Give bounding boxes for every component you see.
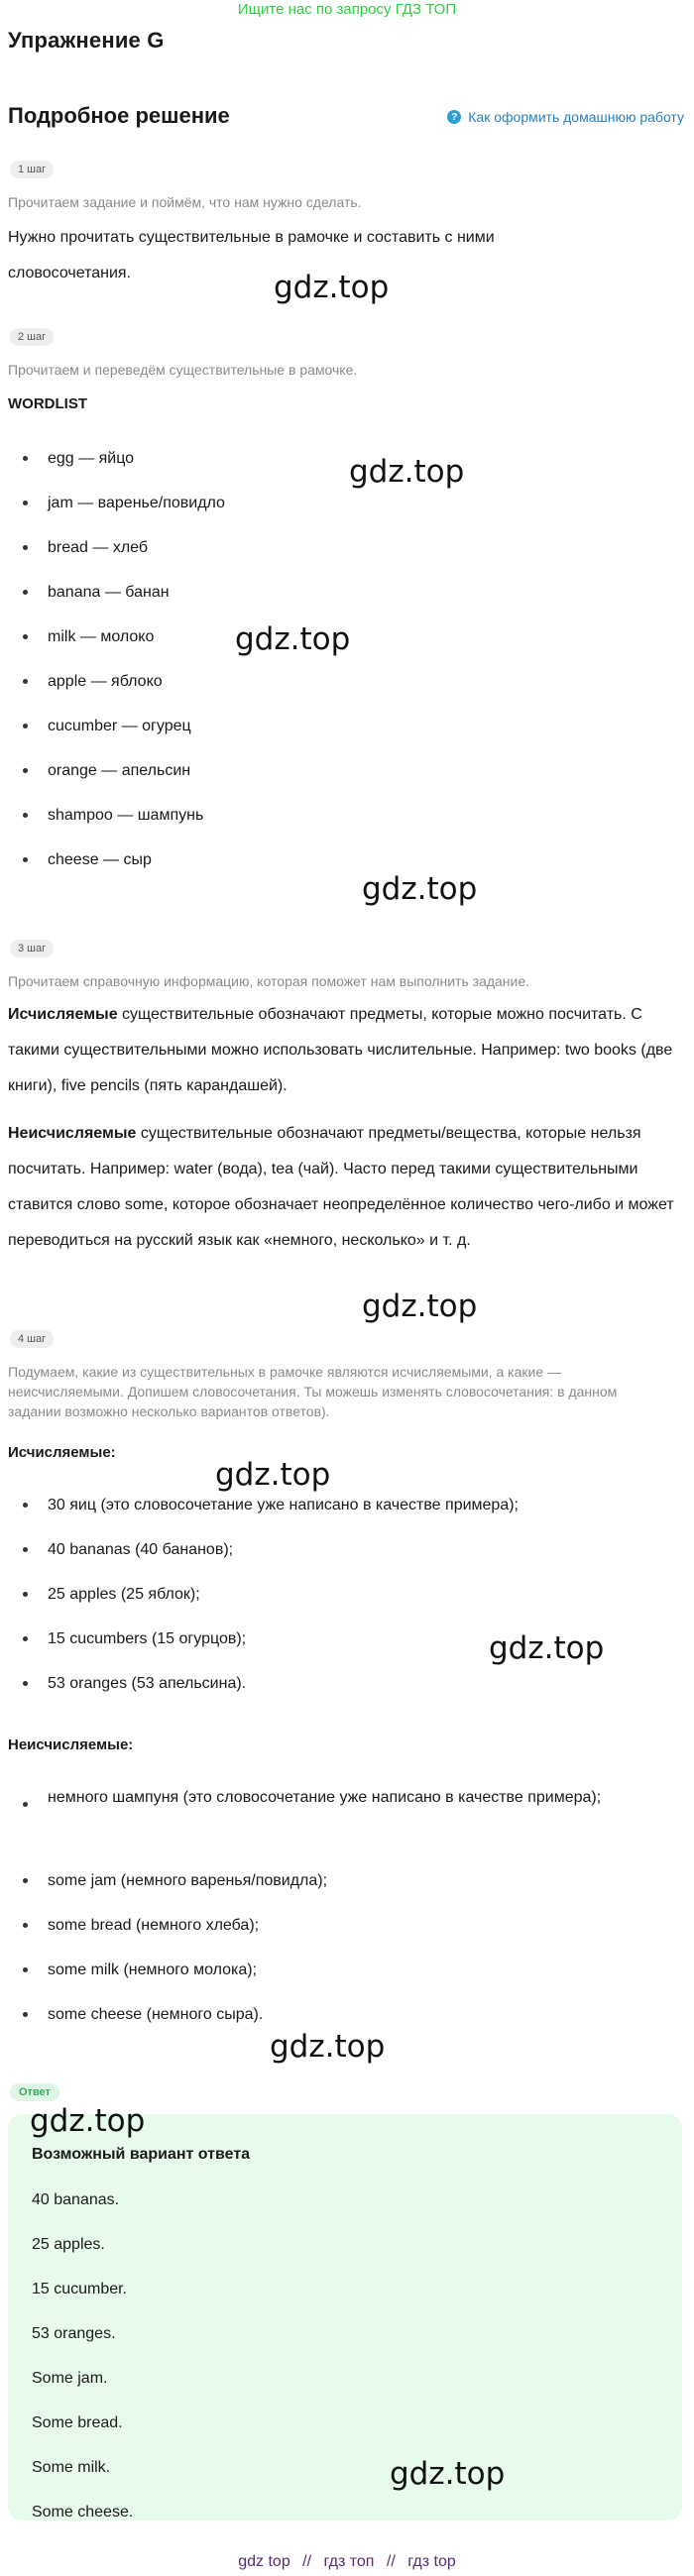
watermark: gdz.top	[274, 270, 390, 305]
answer-line: Some milk.	[32, 2459, 111, 2476]
answer-badge: Ответ	[10, 2083, 59, 2101]
answer-line: 40 bananas.	[32, 2191, 120, 2208]
howto-link-label: Как оформить домашнюю работу	[468, 109, 684, 125]
step-text: Нужно прочитать существительные в рамочке и составить с ними словосочетания.	[8, 229, 495, 281]
solution-heading: Подробное решение	[8, 103, 230, 128]
answer-line: Some jam.	[32, 2370, 108, 2387]
footer-links	[0, 2553, 694, 2571]
promo-banner: Ищите нас по запросу ГДЗ ТОП	[237, 1, 457, 18]
countable-label: Исчисляемые:	[8, 1444, 116, 1461]
answer-line: Some cheese.	[32, 2504, 134, 2520]
footer-separator: //	[386, 2553, 396, 2570]
watermark: gdz.top	[235, 621, 351, 657]
footer-link[interactable]: гдз top	[407, 2553, 456, 2570]
howto-link[interactable]	[447, 109, 684, 125]
answer-line: 53 oranges.	[32, 2325, 116, 2342]
watermark: gdz.top	[349, 454, 465, 490]
step-hint: Прочитаем задание и поймём, что нам нужно сделать.	[8, 194, 362, 210]
page-title: Упражнение G	[8, 28, 165, 53]
footer-link[interactable]: гдз топ	[323, 2553, 375, 2570]
step-badge: 4 шаг	[10, 1330, 54, 1348]
answer-line: Some bread.	[32, 2414, 123, 2431]
step-badge: 1 шаг	[10, 161, 54, 178]
watermark: gdz.top	[390, 2456, 506, 2492]
watermark: gdz.top	[270, 2029, 386, 2065]
step-hint: Прочитаем справочную информацию, которая поможет нам выполнить задание.	[8, 973, 530, 989]
answer-title: Возможный вариант ответа	[32, 2146, 251, 2163]
answer-line: 15 cucumber.	[32, 2281, 128, 2297]
step-hint: Прочитаем и переведём существительные в рамочке.	[8, 362, 358, 378]
step-badge: 2 шаг	[10, 328, 54, 346]
question-icon: ?	[447, 110, 461, 124]
footer-link[interactable]: gdz top	[238, 2553, 290, 2570]
answer-line: 25 apples.	[32, 2236, 105, 2253]
uncountable-label: Неисчисляемые:	[8, 1736, 134, 1753]
watermark: gdz.top	[30, 2103, 146, 2139]
uncountable-definition: Неисчисляемые существительные обозначают предметы/вещества, которые нельзя посчитать. Например: water (вода), tea (чай). Часто перед такими существительными ставится слово some, которое обозначает неопределённое количество чего-либо и может переводиться на русский язык как «немного, несколько» и т. д.	[8, 1125, 674, 1249]
watermark: gdz.top	[215, 1457, 331, 1493]
countable-definition: Исчисляемые существительные обозначают предметы, которые можно посчитать. С такими существительными можно использовать числительные. Например: two books (две книги), five pencils (пять карандашей).	[8, 1006, 673, 1094]
wordlist-label: WORDLIST	[8, 395, 87, 412]
watermark: gdz.top	[489, 1630, 605, 1666]
watermark: gdz.top	[362, 1288, 478, 1324]
footer-separator: //	[302, 2553, 312, 2570]
step-hint: Подумаем, какие из существительных в рамочке являются исчисляемыми, а какие — неисчисляемыми. Допишем словосочетания. Ты можешь изменять словосочетания: в данном задании возможно несколько вариантов ответов).	[8, 1364, 618, 1419]
step-badge: 3 шаг	[10, 940, 54, 957]
watermark: gdz.top	[362, 871, 478, 907]
